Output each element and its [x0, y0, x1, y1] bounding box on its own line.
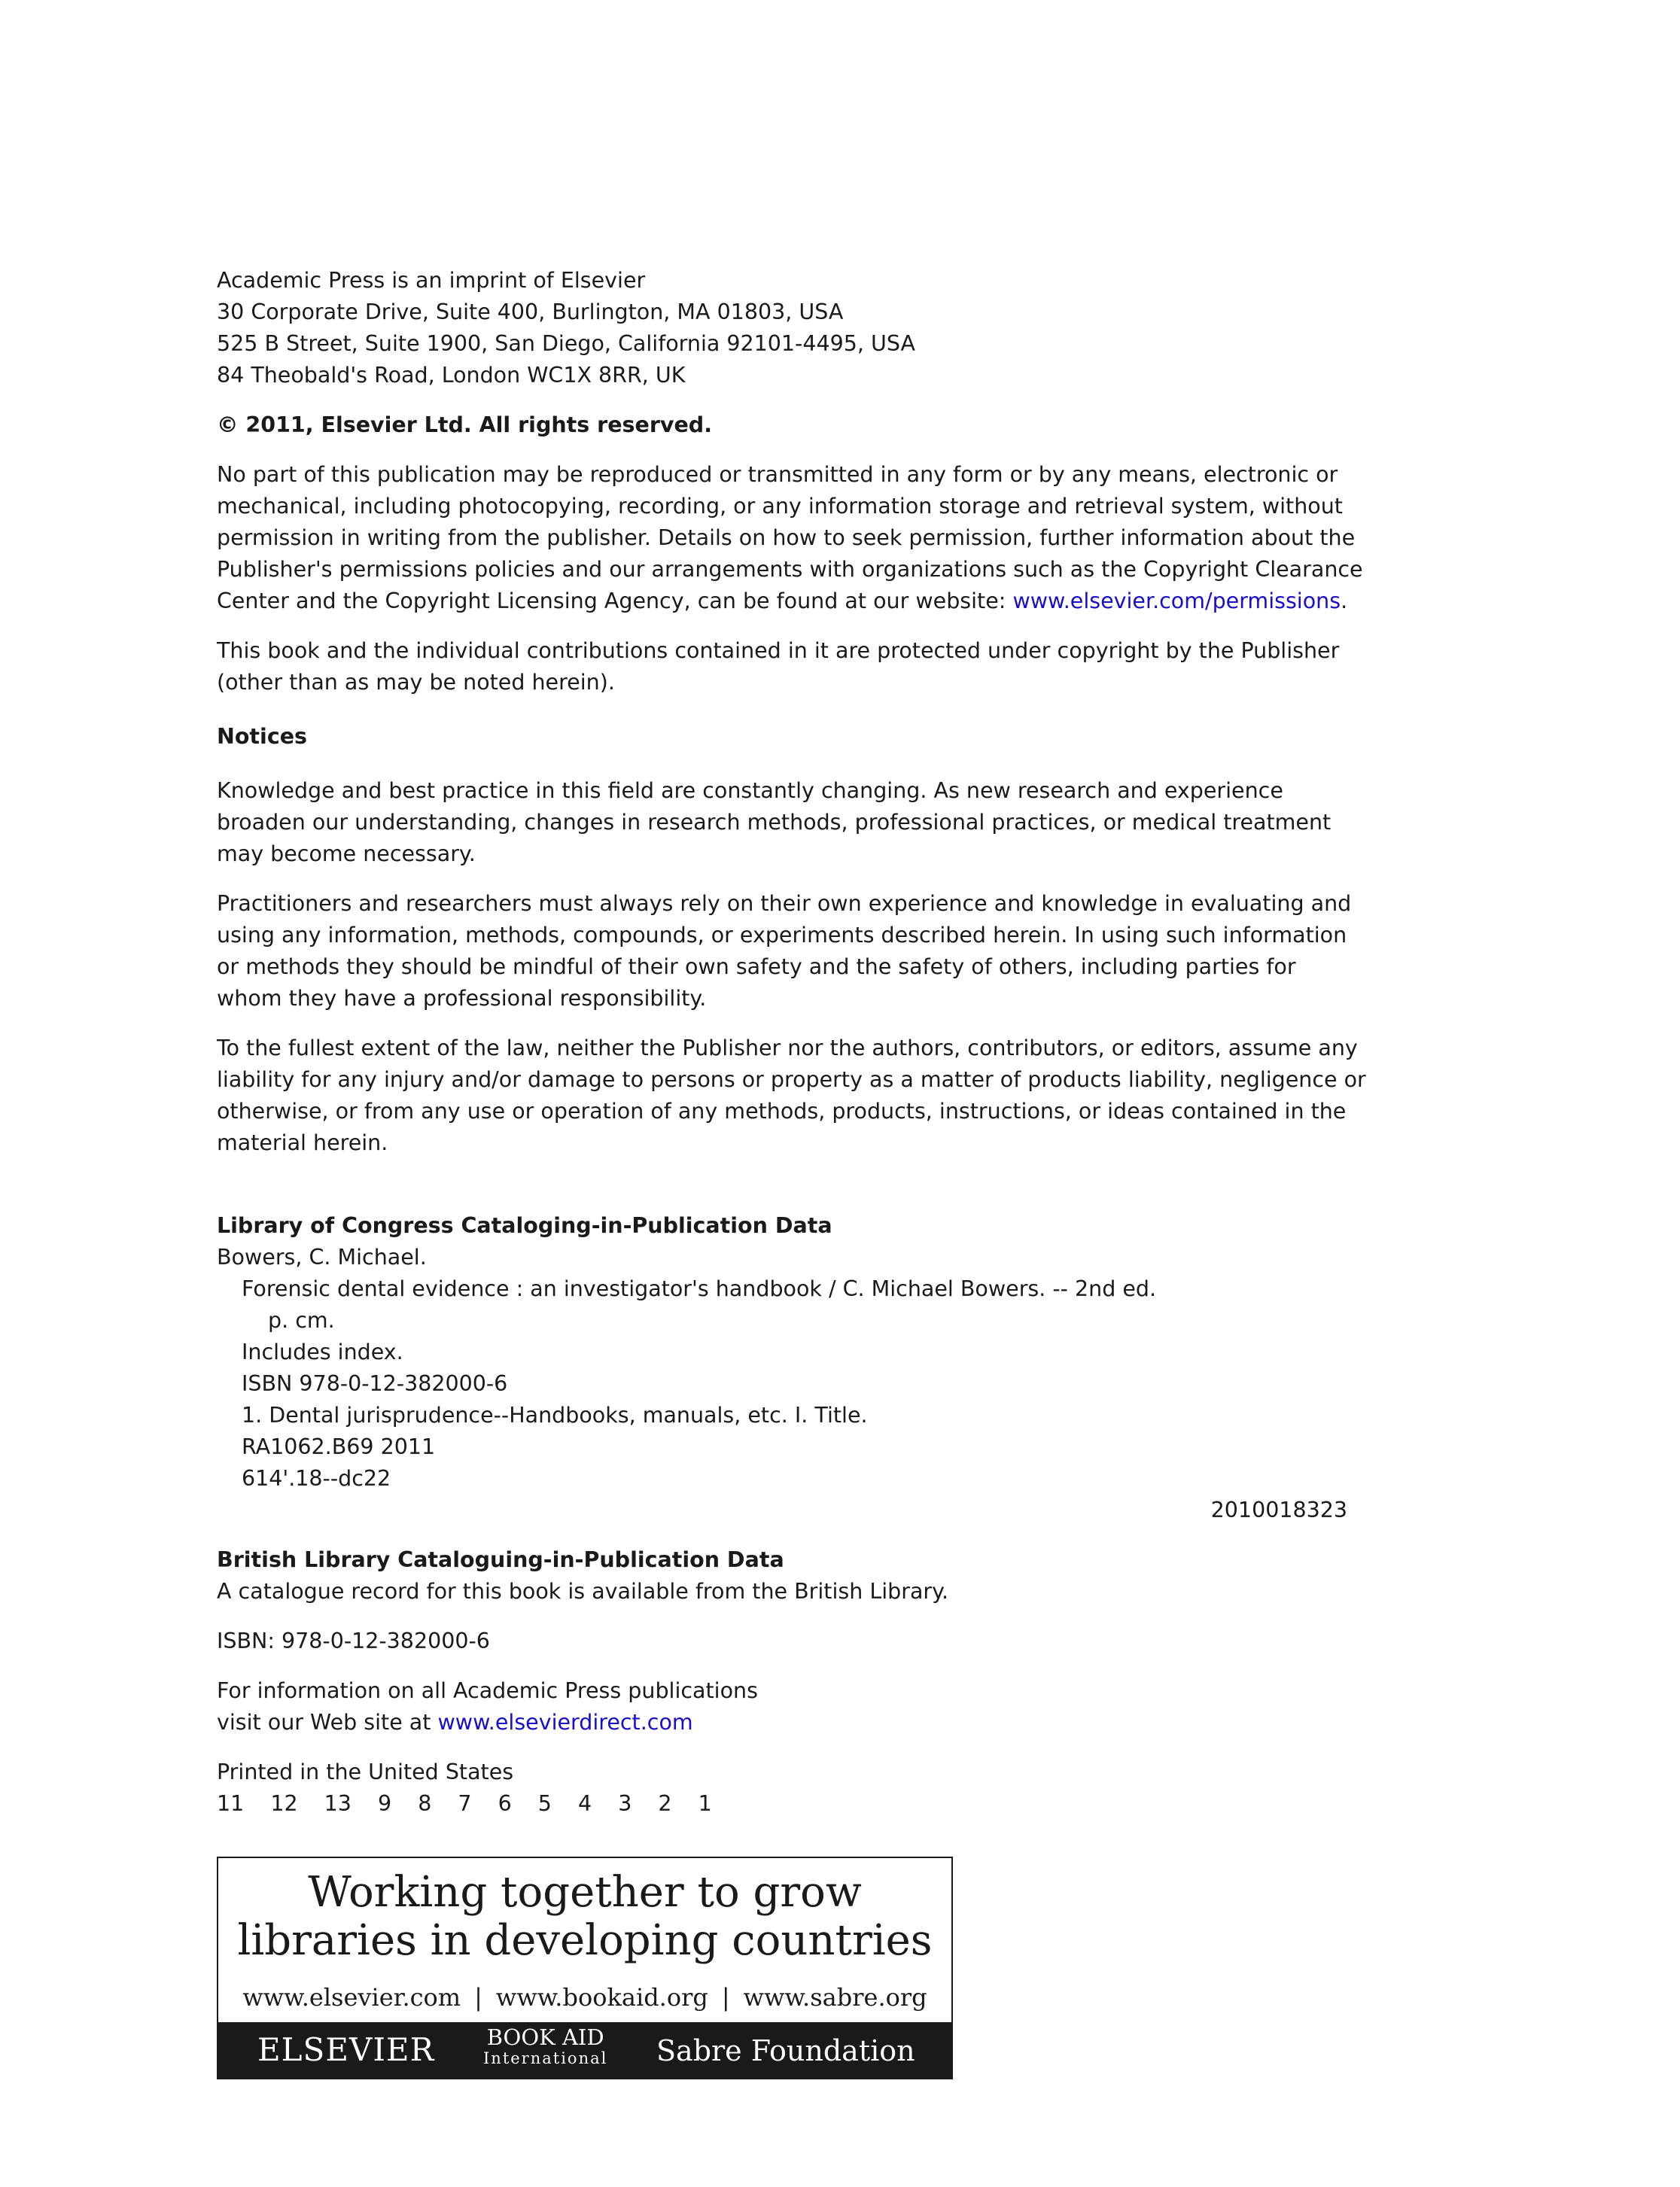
publisher-line: 84 Theobald's Road, London WC1X 8RR, UK	[217, 363, 686, 388]
text-line: using any information, methods, compounds, or experiments described herein. In using such information	[217, 923, 1347, 947]
publisher-line: 30 Corporate Drive, Suite 400, Burlington, MA 01803, USA	[217, 300, 844, 324]
book-aid-banner	[217, 1857, 953, 2079]
text-line: permission in writing from the publisher. Details on how to seek permission, further information about the	[217, 525, 1356, 550]
publisher-address	[217, 265, 1368, 391]
text-fragment: .	[1341, 589, 1348, 613]
printing-numbers	[217, 1788, 1368, 1820]
bookaid-logo-bottom: International	[483, 2049, 608, 2067]
print-number: 9	[377, 1791, 392, 1816]
print-number: 12	[270, 1791, 298, 1816]
elsevier-logo: ELSEVIER	[257, 2031, 435, 2068]
text-line: material herein.	[217, 1130, 388, 1155]
print-number: 5	[537, 1791, 552, 1816]
notices-paragraph-3	[217, 1033, 1368, 1159]
banner-line: libraries in developing countries	[237, 1916, 933, 1965]
notices-heading: Notices	[217, 724, 308, 749]
text-line: liability for any injury and/or damage to persons or property as a matter of products liability, negligence or	[217, 1067, 1366, 1092]
text-line: or methods they should be mindful of their own safety and the safety of others, including parties for	[217, 954, 1296, 979]
loc-control-number: 2010018323	[1210, 1498, 1347, 1522]
copyright-notice: © 2011, Elsevier Ltd. All rights reserved.	[217, 412, 713, 437]
banner-logo-bar	[218, 2022, 951, 2078]
publisher-line: 525 B Street, Suite 1900, San Diego, California 92101-4495, USA	[217, 331, 915, 356]
print-number: 3	[618, 1791, 632, 1816]
url-separator: |	[474, 1983, 482, 2012]
loc-entry: 1. Dental jurisprudence--Handbooks, manuals, etc. I. Title.	[242, 1403, 868, 1428]
copyright-page	[217, 265, 1368, 1820]
print-number: 7	[458, 1791, 472, 1816]
text-line: Knowledge and best practice in this field are constantly changing. As new research and experience	[217, 778, 1283, 803]
print-number: 2	[658, 1791, 672, 1816]
protection-paragraph	[217, 635, 1368, 698]
loc-entry: Includes index.	[242, 1340, 403, 1364]
print-number: 13	[324, 1791, 352, 1816]
text-line: Practitioners and researchers must always rely on their own experience and knowledge in evaluating and	[217, 891, 1352, 916]
british-library-data	[217, 1544, 1368, 1608]
info-block	[217, 1675, 1368, 1738]
text-line: This book and the individual contributions contained in it are protected under copyright by the Publisher	[217, 638, 1340, 663]
bookaid-logo-top: BOOK AID	[486, 2024, 604, 2050]
text-line: otherwise, or from any use or operation of any methods, products, instructions, or ideas contained in the	[217, 1099, 1347, 1124]
permissions-link[interactable]: www.elsevier.com/permissions	[1012, 589, 1341, 613]
notices-paragraph-1	[217, 775, 1368, 870]
bl-heading: British Library Cataloguing-in-Publication Data	[217, 1547, 784, 1572]
print-number: 1	[698, 1791, 712, 1816]
notices-paragraph-2	[217, 888, 1368, 1014]
printing-info	[217, 1757, 1368, 1820]
text-line: mechanical, including photocopying, recording, or any information storage and retrieval system, without	[217, 494, 1343, 519]
text-line	[217, 586, 1368, 617]
text-line: whom they have a professional responsibility.	[217, 986, 707, 1011]
banner-urls	[218, 1983, 951, 2012]
print-number: 8	[418, 1791, 432, 1816]
elsevierdirect-link[interactable]: www.elsevierdirect.com	[437, 1710, 693, 1735]
banner-slogan	[218, 1858, 951, 1965]
text-line: No part of this publication may be reproduced or transmitted in any form or by any means, electronic or	[217, 462, 1338, 487]
loc-heading: Library of Congress Cataloging-in-Publication Data	[217, 1213, 832, 1238]
bookaid-logo	[483, 2024, 608, 2069]
text-line: To the fullest extent of the law, neither the Publisher nor the authors, contributors, or editors, assume any	[217, 1036, 1358, 1060]
banner-line: Working together to grow	[308, 1868, 862, 1917]
loc-title: Forensic dental evidence : an investigator's handbook / C. Michael Bowers. -- 2nd ed.	[242, 1276, 1157, 1301]
permissions-paragraph	[217, 459, 1368, 617]
bookaid-url[interactable]: www.bookaid.org	[495, 1983, 708, 2012]
loc-author: Bowers, C. Michael.	[217, 1245, 427, 1270]
print-number: 6	[498, 1791, 512, 1816]
url-separator: |	[721, 1983, 730, 2012]
publisher-line: Academic Press is an imprint of Elsevier	[217, 268, 646, 293]
info-line: For information on all Academic Press publications	[217, 1678, 758, 1703]
text-line: may become necessary.	[217, 841, 476, 866]
loc-entry: 614'.18--dc22	[242, 1466, 391, 1491]
isbn-line: ISBN: 978-0-12-382000-6	[217, 1629, 490, 1653]
text-fragment: visit our Web site at	[217, 1710, 438, 1735]
sabre-url[interactable]: www.sabre.org	[743, 1983, 927, 2012]
loc-pcm: p. cm.	[268, 1308, 335, 1333]
text-fragment: Center and the Copyright Licensing Agency, can be found at our website:	[217, 589, 1013, 613]
sabre-logo: Sabre Foundation	[656, 2034, 915, 2067]
elsevier-url[interactable]: www.elsevier.com	[242, 1983, 461, 2012]
printed-in: Printed in the United States	[217, 1760, 514, 1784]
print-number: 11	[217, 1791, 245, 1816]
text-line: (other than as may be noted herein).	[217, 670, 615, 695]
loc-entry: RA1062.B69 2011	[242, 1434, 436, 1459]
loc-cip-data	[217, 1210, 1368, 1526]
info-line	[217, 1707, 1368, 1738]
print-number: 4	[578, 1791, 592, 1816]
bl-text: A catalogue record for this book is available from the British Library.	[217, 1579, 949, 1604]
loc-entry: ISBN 978-0-12-382000-6	[242, 1371, 508, 1396]
text-line: broaden our understanding, changes in research methods, professional practices, or medical treatment	[217, 810, 1332, 835]
text-line: Publisher's permissions policies and our arrangements with organizations such as the Copyright Clearance	[217, 557, 1363, 582]
